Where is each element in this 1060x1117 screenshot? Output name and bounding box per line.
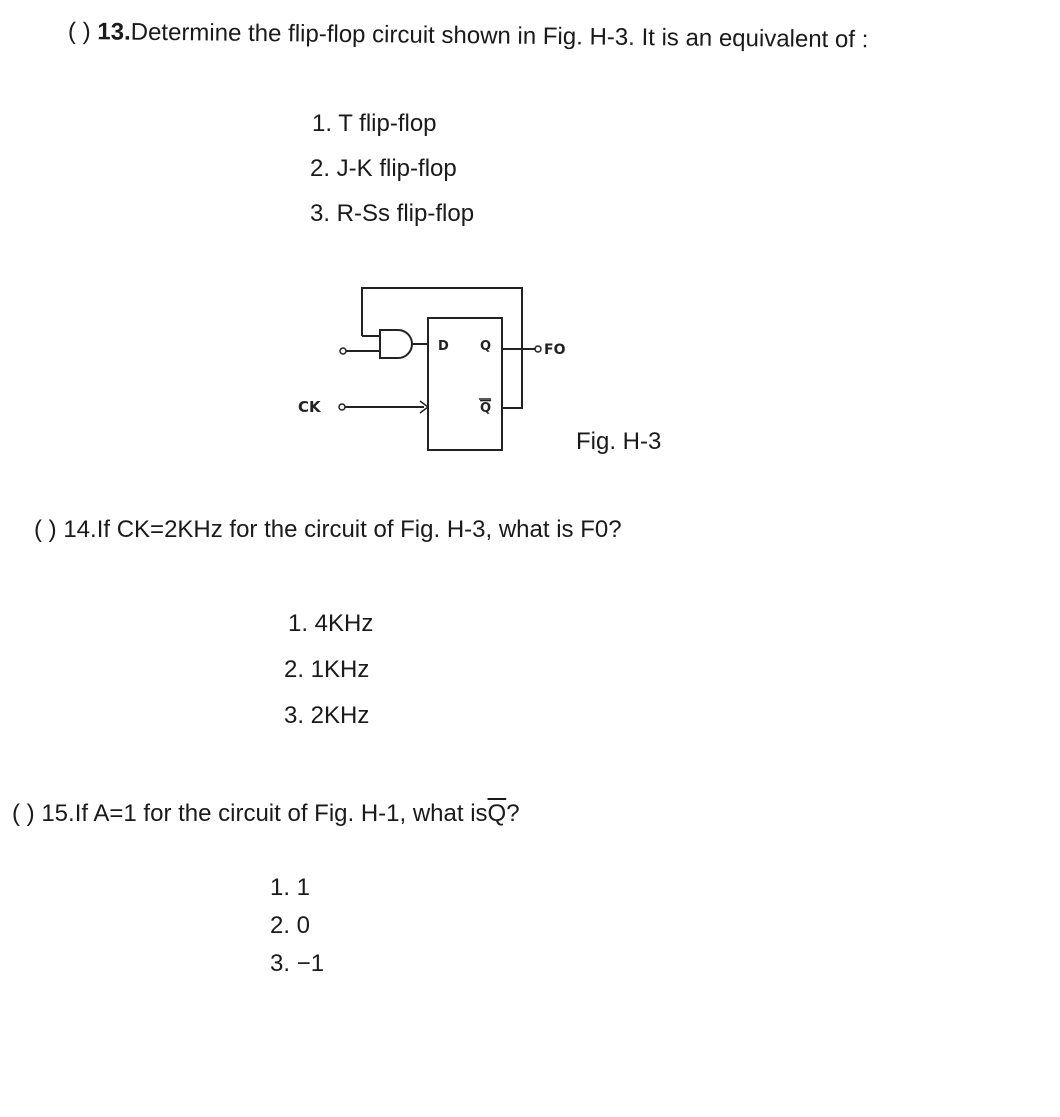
question-text-before: If A=1 for the circuit of Fig. H-1, what is (74, 800, 488, 827)
ck-terminal (339, 404, 345, 410)
question-15 (12, 800, 520, 828)
option-13-3: 3. R-Ss flip-flop (310, 200, 475, 227)
option-15-1: 1. 1 (270, 874, 311, 901)
question-text: Determine the flip-flop circuit shown in Fig. H-3. It is an equivalent of : (130, 18, 869, 54)
answer-paren: ( ) (12, 800, 35, 827)
flip-flop-circuit-diagram (290, 280, 600, 480)
answer-paren: ( ) (34, 516, 57, 543)
question-text-after: ? (506, 800, 520, 827)
question-13 (68, 18, 869, 54)
answer-paren: ( ) (67, 18, 91, 46)
question-text: If CK=2KHz for the circuit of Fig. H-3, what is F0? (96, 516, 622, 543)
option-15-2: 2. 0 (270, 912, 311, 939)
question-14 (34, 516, 622, 544)
option-14-2: 2. 1KHz (284, 656, 370, 683)
question-number: 15. (41, 800, 75, 827)
figure-caption: Fig. H-3 (576, 428, 662, 455)
q-bar-symbol: $\overline{Q}$ (487, 800, 507, 827)
q-pin-label: Q (480, 339, 492, 354)
d-pin-label: D (438, 339, 449, 354)
ck-label: CK (298, 398, 321, 416)
fo-label: FO (544, 342, 566, 358)
input-terminal (340, 348, 346, 354)
option-13-1: 1. T flip-flop (312, 110, 437, 137)
option-13-2: 2. J-K flip-flop (310, 155, 457, 182)
qbar-pin-label: Q (480, 401, 492, 416)
option-15-3: 3. −1 (270, 950, 325, 977)
and-gate (380, 330, 412, 358)
question-number: 14. (63, 516, 97, 543)
option-14-3: 3. 2KHz (284, 702, 370, 729)
d-flip-flop-box (428, 318, 502, 450)
question-number: 13. (97, 18, 131, 46)
option-14-1: 1. 4KHz (288, 610, 374, 637)
fo-terminal (535, 346, 541, 352)
